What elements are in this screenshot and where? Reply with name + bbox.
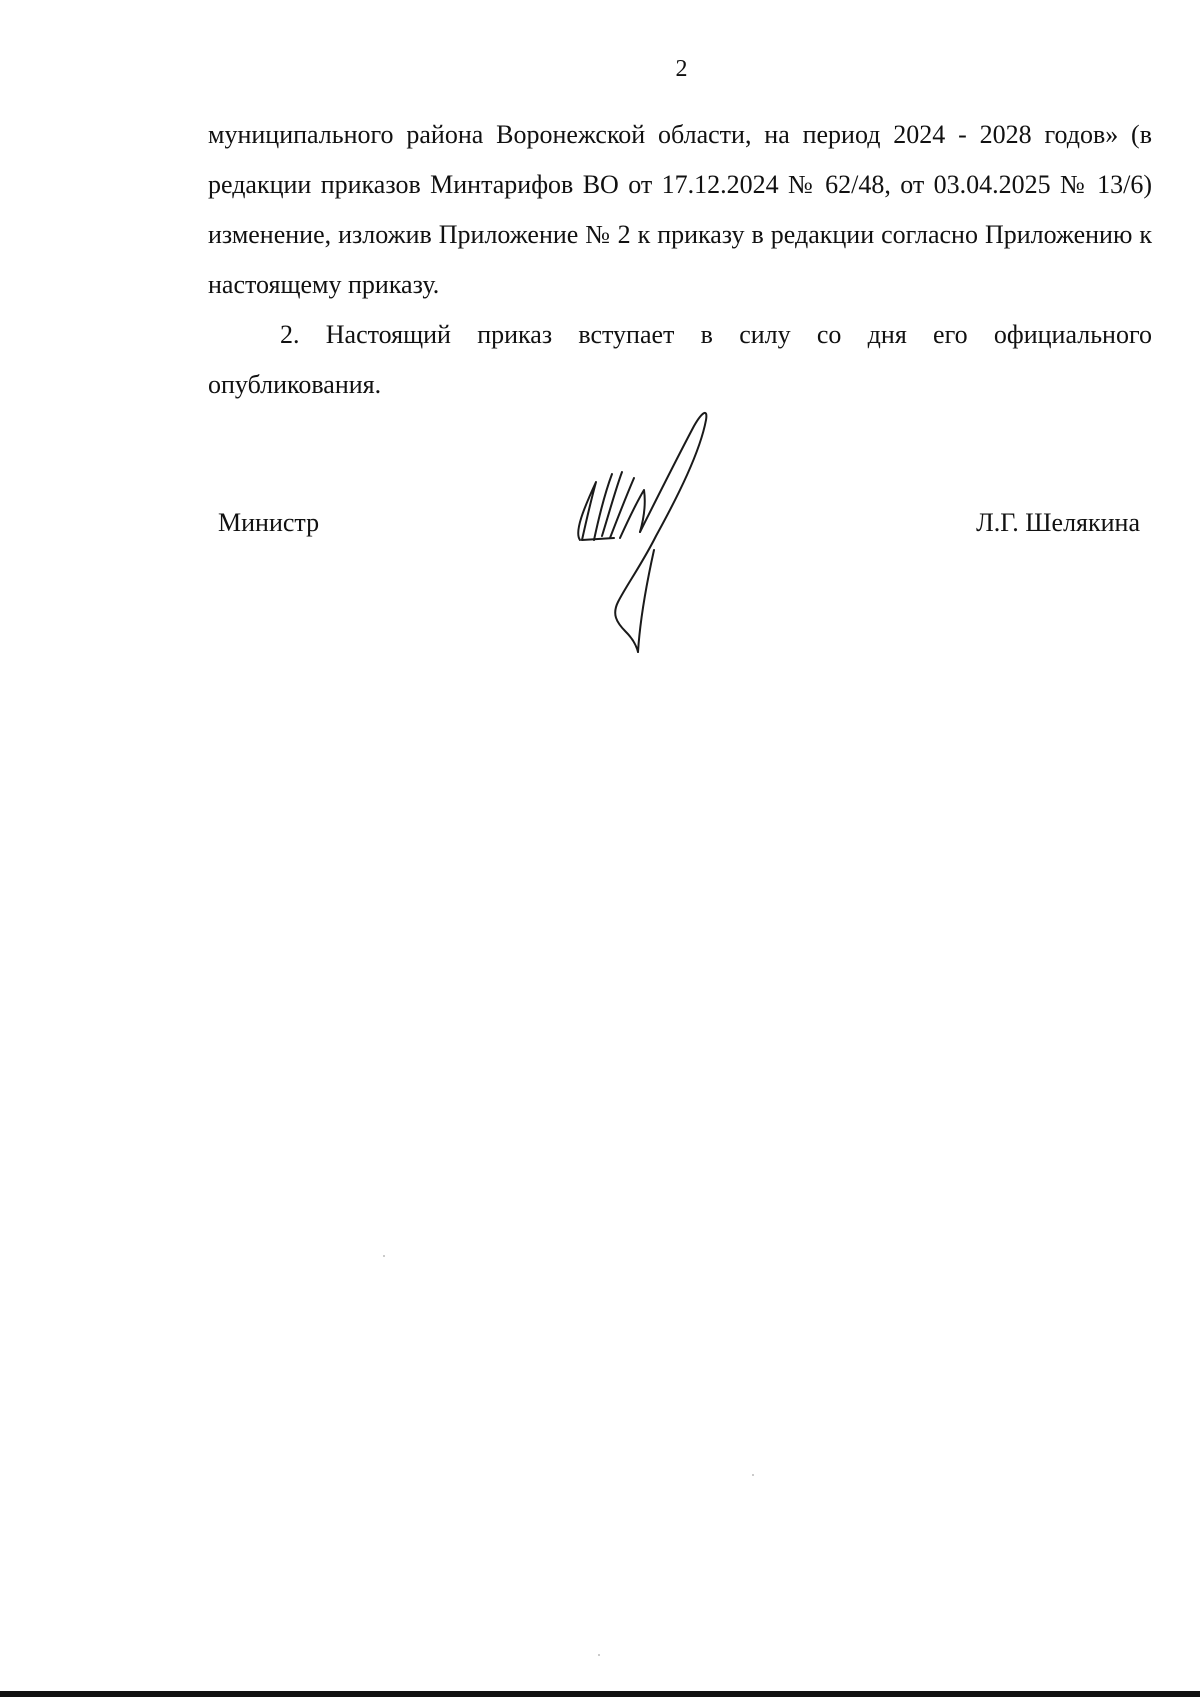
signer-name: Л.Г. Шелякина xyxy=(976,508,1140,537)
page-number: 2 xyxy=(675,56,688,82)
scan-speck xyxy=(598,1654,600,1656)
paragraph-effective-date: 2. Настоящий приказ вступает в силу со дня его официального опубликования. xyxy=(208,320,1152,399)
paragraph-continuation: муниципального района Воронежской области, на период 2024 - 2028 годов» (в редакции приказов Минтарифов ВО от 17.12.2024 № 62/48, от 03.04.2025 № 13/6) изменение, изложив Приложение № 2 к приказу в редакции согласно Приложению к настоящему приказу. xyxy=(208,120,1152,299)
signature-block xyxy=(0,400,1200,680)
scan-speck xyxy=(752,1474,754,1476)
signer-position-title: Министр xyxy=(218,508,320,537)
handwritten-signature-icon xyxy=(560,400,780,670)
scan-speck xyxy=(383,1255,385,1257)
document-body xyxy=(208,110,1152,410)
scan-bottom-edge xyxy=(0,1691,1200,1697)
